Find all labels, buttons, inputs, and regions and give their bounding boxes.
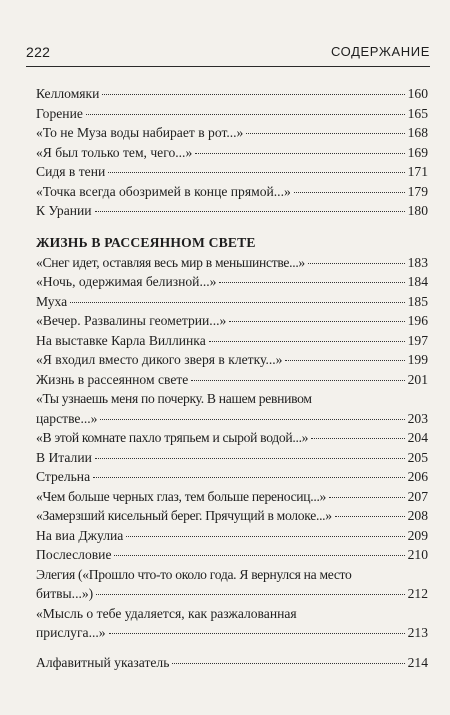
toc-entry <box>36 372 428 392</box>
toc-entry-page: 208 <box>407 508 428 523</box>
toc-entry <box>36 547 428 567</box>
toc-entry-title: «В этой комнате пахло тряпьем и сырой водой...» <box>36 430 309 445</box>
toc-entry <box>36 586 428 606</box>
toc-entry-title: «Вечер. Развалины геометрии...» <box>36 313 227 328</box>
toc-entry-page: 203 <box>407 410 428 426</box>
toc-leader-dots <box>108 172 404 173</box>
toc-entry-page: 169 <box>407 144 428 160</box>
toc-leader-dots <box>100 419 404 420</box>
toc-entry <box>36 294 428 314</box>
toc-leader-dots <box>219 282 404 283</box>
toc-entry-page: 165 <box>407 105 428 121</box>
toc-entry-page: 213 <box>407 625 428 640</box>
toc-leader-dots <box>294 192 405 193</box>
toc-entry-title: На выставке Карла Виллинка <box>36 332 206 348</box>
toc-entry-title: битвы...») <box>36 586 94 601</box>
toc-entry-title: Келломяки <box>36 86 100 101</box>
toc-entry <box>36 508 428 528</box>
toc-entry-page: 207 <box>407 488 428 504</box>
toc-leader-dots <box>126 536 404 537</box>
toc-entry-title: прислуга...» <box>36 625 106 640</box>
toc-entry-page: 184 <box>407 274 428 289</box>
toc-entry-page: 210 <box>407 547 428 562</box>
toc-entry-page: 196 <box>407 313 428 328</box>
toc-leader-dots <box>95 211 405 212</box>
toc-entry-title: Сидя в тени <box>36 164 106 179</box>
toc-entry-page: 168 <box>407 125 428 140</box>
toc-entry-page: 171 <box>407 164 428 179</box>
toc-entry-first-line: Элегия («Прошло что-то около года. Я вернулся на место <box>36 566 352 582</box>
toc-entry <box>36 489 428 509</box>
toc-entry-title: царстве...» <box>36 410 98 426</box>
toc-entry <box>36 430 428 450</box>
toc-leader-dots <box>114 555 404 556</box>
toc-entry-title: В Италии <box>36 449 92 465</box>
toc-entry-first-line: «Ты узнаешь меня по почерку. В нашем ревнивом <box>36 391 312 406</box>
toc-entry-title: «Точка всегда обозримей в конце прямой...» <box>36 183 291 199</box>
toc-entry-page: 197 <box>407 332 428 348</box>
toc-entry-title: «Я входил вместо дикого зверя в клетку...» <box>36 352 283 367</box>
toc-entry-index <box>36 655 428 675</box>
toc-entry <box>36 145 428 165</box>
toc-leader-dots <box>308 263 405 264</box>
toc-leader-dots <box>335 516 405 517</box>
toc-entry-title: К Урании <box>36 203 92 218</box>
toc-entry <box>36 106 428 126</box>
toc-entry-title: Жизнь в рассеянном свете <box>36 371 189 387</box>
toc-entry-page: 179 <box>407 183 428 199</box>
toc-entry <box>36 313 428 333</box>
running-title: СОДЕРЖАНИЕ <box>330 44 430 59</box>
toc-entry <box>36 333 428 353</box>
header-rule <box>26 66 430 67</box>
toc-leader-dots <box>95 458 405 459</box>
toc-entry-page: 185 <box>407 293 428 309</box>
toc-entry-first-line: «Мысль о тебе удаляется, как разжалованная <box>36 605 297 621</box>
toc-entry-title: Послесловие <box>36 547 112 562</box>
toc-entry-page: 199 <box>407 352 428 367</box>
toc-leader-dots <box>93 477 404 478</box>
toc-leader-dots <box>209 341 405 342</box>
toc-entry-page: 214 <box>407 654 428 670</box>
toc-entry-page: 180 <box>407 203 428 218</box>
toc-entry <box>36 86 428 106</box>
toc-entry-page: 206 <box>407 469 428 484</box>
toc-entry-title: Горение <box>36 105 83 121</box>
toc-leader-dots <box>96 594 404 595</box>
toc-entry-title: Муха <box>36 293 68 309</box>
toc-entry <box>36 352 428 372</box>
toc-entry-title: «Чем больше черных глаз, тем больше переносиц...» <box>36 488 327 504</box>
toc-leader-dots <box>311 438 404 439</box>
toc-entry <box>36 274 428 294</box>
toc-entry-page: 209 <box>407 527 428 543</box>
toc-leader-dots <box>172 663 404 664</box>
toc-entry-title: «Снег идет, оставляя весь мир в меньшинстве...» <box>36 254 305 270</box>
toc-leader-dots <box>109 633 405 634</box>
toc-entry-page: 183 <box>407 254 428 270</box>
toc-entry-title: «То не Муза воды набирает в рот...» <box>36 125 244 140</box>
toc-leader-dots <box>86 114 405 115</box>
toc-entry <box>36 203 428 223</box>
section-heading: ЖИЗНЬ В РАССЕЯННОМ СВЕТЕ <box>36 234 256 250</box>
toc-leader-dots <box>246 133 404 134</box>
toc-entry-title: Стрельна <box>36 469 91 484</box>
toc-entry <box>36 164 428 184</box>
toc-entry <box>36 450 428 470</box>
toc-leader-dots <box>191 380 404 381</box>
toc-leader-dots <box>195 153 404 154</box>
page-number: 222 <box>26 44 51 60</box>
toc-entry-page: 201 <box>407 371 428 387</box>
toc-entry-title: На виа Джулиа <box>36 527 124 543</box>
toc-entry-title: «Ночь, одержимая белизной...» <box>36 274 217 289</box>
toc-entry-title: «Замерзший кисельный берег. Прячущий в молоке...» <box>36 508 332 523</box>
table-of-contents <box>36 86 428 674</box>
toc-leader-dots <box>285 360 404 361</box>
page-header <box>26 44 430 64</box>
toc-leader-dots <box>229 321 404 322</box>
toc-entry <box>36 184 428 204</box>
toc-entry <box>36 255 428 275</box>
toc-leader-dots <box>102 94 404 95</box>
toc-entry <box>36 528 428 548</box>
toc-entry-title: Алфавитный указатель <box>36 654 170 670</box>
toc-entry <box>36 625 428 645</box>
toc-entry <box>36 125 428 145</box>
toc-entry-title: «Я был только тем, чего...» <box>36 144 193 160</box>
toc-leader-dots <box>329 497 405 498</box>
toc-entry-page: 204 <box>407 430 428 445</box>
toc-leader-dots <box>70 302 404 303</box>
toc-entry-page: 212 <box>407 586 428 601</box>
toc-entry <box>36 411 428 431</box>
toc-entry-page: 160 <box>407 86 428 101</box>
toc-entry-page: 205 <box>407 449 428 465</box>
toc-entry <box>36 469 428 489</box>
